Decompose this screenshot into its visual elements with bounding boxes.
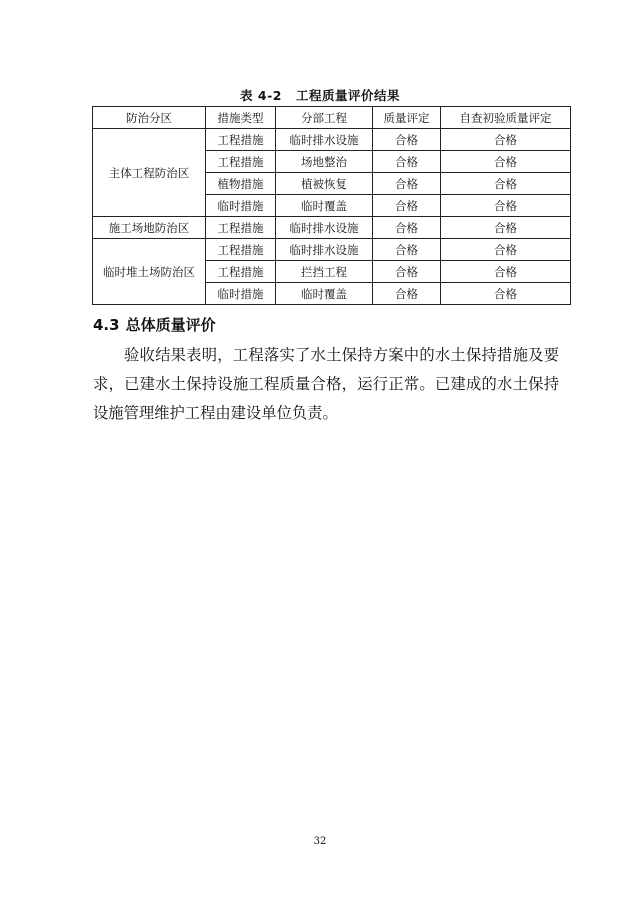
header-self-check-rating: 自查初验质量评定 (441, 107, 571, 129)
table-cell: 合格 (441, 283, 571, 305)
table-cell: 临时排水设施 (276, 217, 373, 239)
table-row (93, 239, 571, 261)
table-cell: 合格 (373, 195, 441, 217)
table-caption (0, 86, 640, 104)
table-row (93, 129, 571, 151)
table-cell: 合格 (373, 129, 441, 151)
section-title: 总体质量评价 (125, 316, 216, 334)
section-number: 4.3 (93, 316, 120, 334)
table-cell: 合格 (441, 129, 571, 151)
table-cell: 临时覆盖 (276, 283, 373, 305)
table-cell: 合格 (441, 195, 571, 217)
table-row (93, 217, 571, 239)
table-cell: 植被恢复 (276, 173, 373, 195)
page-number: 32 (313, 836, 327, 847)
table-cell: 工程措施 (206, 129, 276, 151)
table-cell: 合格 (441, 239, 571, 261)
table-cell: 工程措施 (206, 217, 276, 239)
header-sub-project: 分部工程 (276, 107, 373, 129)
table-cell: 植物措施 (206, 173, 276, 195)
header-quality-rating: 质量评定 (373, 107, 441, 129)
table-cell: 合格 (373, 217, 441, 239)
table-cell: 合格 (441, 217, 571, 239)
table-cell: 合格 (373, 239, 441, 261)
table-cell: 临时措施 (206, 283, 276, 305)
table-cell: 工程措施 (206, 239, 276, 261)
section-heading (93, 314, 216, 335)
table-caption-number: 表 4-2 (240, 88, 282, 103)
zone-cell: 主体工程防治区 (93, 129, 206, 217)
table-cell: 场地整治 (276, 151, 373, 173)
header-measure-type: 措施类型 (206, 107, 276, 129)
table-cell: 临时覆盖 (276, 195, 373, 217)
quality-evaluation-table (92, 106, 571, 305)
table-cell: 合格 (441, 261, 571, 283)
table-cell: 合格 (441, 151, 571, 173)
table-cell: 临时措施 (206, 195, 276, 217)
table-cell: 拦挡工程 (276, 261, 373, 283)
table-caption-title: 工程质量评价结果 (295, 88, 400, 103)
body-paragraph: 验收结果表明，工程落实了水土保持方案中的水土保持措施及要求，已建水土保持设施工程质量合格，运行正常。已建成的水土保持设施管理维护工程由建设单位负责。 (93, 346, 559, 422)
table-cell: 临时排水设施 (276, 239, 373, 261)
table-cell: 合格 (373, 261, 441, 283)
table-cell: 合格 (373, 283, 441, 305)
table-cell: 合格 (373, 151, 441, 173)
table-cell: 工程措施 (206, 151, 276, 173)
zone-cell: 临时堆土场防治区 (93, 239, 206, 305)
table-cell: 合格 (373, 173, 441, 195)
table-cell: 临时排水设施 (276, 129, 373, 151)
zone-cell: 施工场地防治区 (93, 217, 206, 239)
table-cell: 合格 (441, 173, 571, 195)
header-zone: 防治分区 (93, 107, 206, 129)
table-header-row (93, 107, 571, 129)
table-cell: 工程措施 (206, 261, 276, 283)
